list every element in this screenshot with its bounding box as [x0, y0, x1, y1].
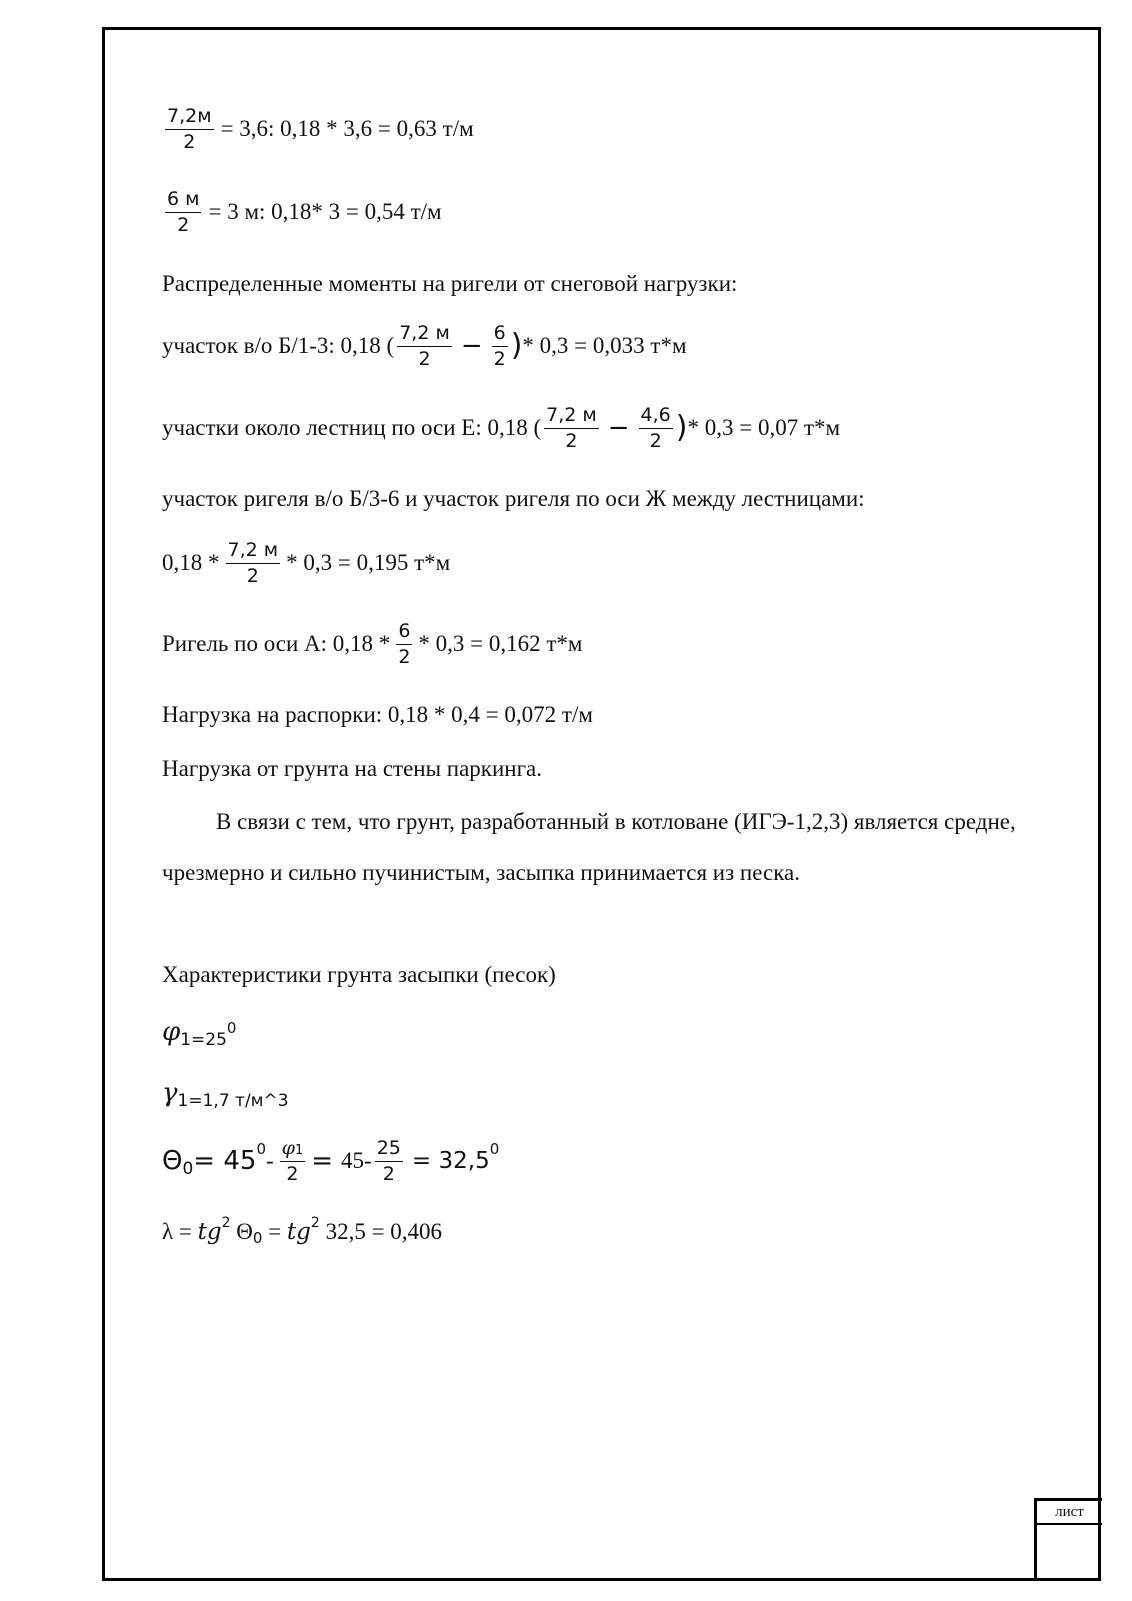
- fraction-denominator: 2: [177, 213, 190, 236]
- minus-sign: −: [460, 331, 483, 362]
- formula-suffix: * 0,3 = 0,07 т*м: [687, 415, 841, 441]
- sheet-number-box: [1034, 1498, 1102, 1581]
- theta-symbol: Θ: [230, 1219, 253, 1244]
- fraction-numerator: 7,2 м: [397, 323, 452, 347]
- text-line-3: Распределенные моменты на ригели от снеговой нагрузки:: [162, 271, 738, 296]
- formula-lambda: [162, 1215, 443, 1247]
- formula-prefix: участок в/о Б/1-3: 0,18 (: [162, 333, 395, 359]
- tg-function: tg: [197, 1219, 222, 1245]
- closing-paren: ): [675, 410, 688, 446]
- formula-line-2: [162, 189, 442, 236]
- text-45: 45-: [341, 1148, 372, 1174]
- closing-paren: ): [510, 328, 523, 364]
- square-sup: 2: [310, 1215, 320, 1231]
- dash: -: [265, 1148, 274, 1174]
- fraction: [165, 189, 201, 236]
- gamma-subscript: 1=1,7 т/м^3: [177, 1091, 289, 1111]
- formula-prefix: участки около лестниц по оси Е: 0,18 (: [162, 415, 542, 441]
- fraction-numerator: 7,2м: [165, 106, 214, 130]
- lambda-eq: λ =: [162, 1219, 198, 1244]
- fraction-numerator: 7,2 м: [226, 540, 281, 564]
- fraction-numerator: 25: [375, 1138, 403, 1162]
- formula-suffix: * 0,3 = 0,033 т*м: [522, 333, 687, 359]
- fraction-denominator: 2: [246, 564, 259, 587]
- fraction-denominator: 2: [398, 645, 411, 668]
- text-line-6: участок ригеля в/о Б/3-6 и участок ригеля по оси Ж между лестницами:: [162, 486, 865, 511]
- degree-sup: 0: [256, 1140, 266, 1159]
- formula-suffix: * 0,3 = 0,162 т*м: [418, 631, 583, 657]
- paragraph-backfill: В связи с тем, что грунт, разработанный в котловане (ИГЭ-1,2,3) является средне, чрезмерно и сильно пучинистым, засыпка принимается из песка.: [162, 809, 1016, 885]
- result-text: = 32,5: [411, 1148, 490, 1175]
- fraction-denominator: 2: [183, 130, 196, 153]
- fraction-denominator: 2: [286, 1162, 299, 1185]
- phi-symbol: φ: [162, 1017, 181, 1047]
- fraction: [397, 323, 452, 370]
- fraction: [544, 405, 599, 452]
- fraction: [375, 1138, 403, 1185]
- formula-line-1: [162, 106, 474, 153]
- fraction: [492, 323, 508, 370]
- formula-line-5: [162, 405, 840, 452]
- formula-line-4: [162, 323, 687, 370]
- formula-text: = 3,6: 0,18 * 3,6 = 0,63 т/м: [220, 116, 474, 142]
- fraction-numerator: 7,2 м: [544, 405, 599, 429]
- tg-function: tg: [286, 1219, 311, 1245]
- fraction: [280, 1138, 306, 1185]
- formula-gamma: [162, 1078, 289, 1111]
- fraction-numerator: 6: [396, 621, 412, 645]
- formula-text: = 3 м: 0,18* 3 = 0,54 т/м: [208, 199, 442, 225]
- fraction-denominator: 2: [565, 429, 578, 452]
- phi-superscript: 0: [226, 1019, 237, 1037]
- formula-prefix: 0,18 *: [162, 550, 220, 576]
- fraction-numerator: [280, 1138, 306, 1162]
- sheet-label: лист: [1037, 1501, 1102, 1525]
- phi-subscript: 1: [294, 1143, 304, 1158]
- theta-subscript: 0: [252, 1229, 263, 1247]
- formula-prefix: Ригель по оси А: 0,18 *: [162, 631, 391, 657]
- square-sup: 2: [221, 1215, 231, 1231]
- phi-subscript: 1=25: [180, 1030, 227, 1050]
- formula-line-8: [162, 621, 582, 668]
- equals-sign: =: [262, 1219, 287, 1244]
- equals-45: = 45: [193, 1146, 257, 1177]
- formula-phi: [162, 1017, 237, 1050]
- text-line-11: Характеристики грунта засыпки (песок): [162, 962, 556, 987]
- formula-line-7: [162, 540, 450, 587]
- equals-sign: =: [311, 1146, 334, 1177]
- phi-symbol: φ: [281, 1137, 295, 1159]
- fraction: [396, 621, 412, 668]
- theta-symbol: Θ: [162, 1146, 183, 1177]
- fraction: [165, 106, 214, 153]
- fraction-numerator: 4,6: [639, 405, 673, 429]
- fraction-denominator: 2: [382, 1162, 395, 1185]
- result-text: 32,5 = 0,406: [319, 1219, 443, 1244]
- fraction-numerator: 6 м: [165, 189, 201, 213]
- text-line-9: Нагрузка на распорки: 0,18 * 0,4 = 0,072 т/м: [162, 702, 593, 727]
- fraction-numerator: 6: [492, 323, 508, 347]
- fraction-denominator: 2: [649, 429, 662, 452]
- text-line-10: Нагрузка от грунта на стены паркинга.: [162, 756, 542, 781]
- fraction-denominator: 2: [493, 347, 506, 370]
- fraction-denominator: 2: [418, 347, 431, 370]
- fraction: [226, 540, 281, 587]
- minus-sign: −: [607, 413, 630, 444]
- degree-sup: 0: [489, 1140, 500, 1159]
- formula-theta: [162, 1138, 499, 1185]
- fraction: [639, 405, 673, 452]
- formula-suffix: * 0,3 = 0,195 т*м: [286, 550, 451, 576]
- theta-subscript: 0: [182, 1159, 194, 1180]
- gamma-symbol: γ: [162, 1078, 178, 1108]
